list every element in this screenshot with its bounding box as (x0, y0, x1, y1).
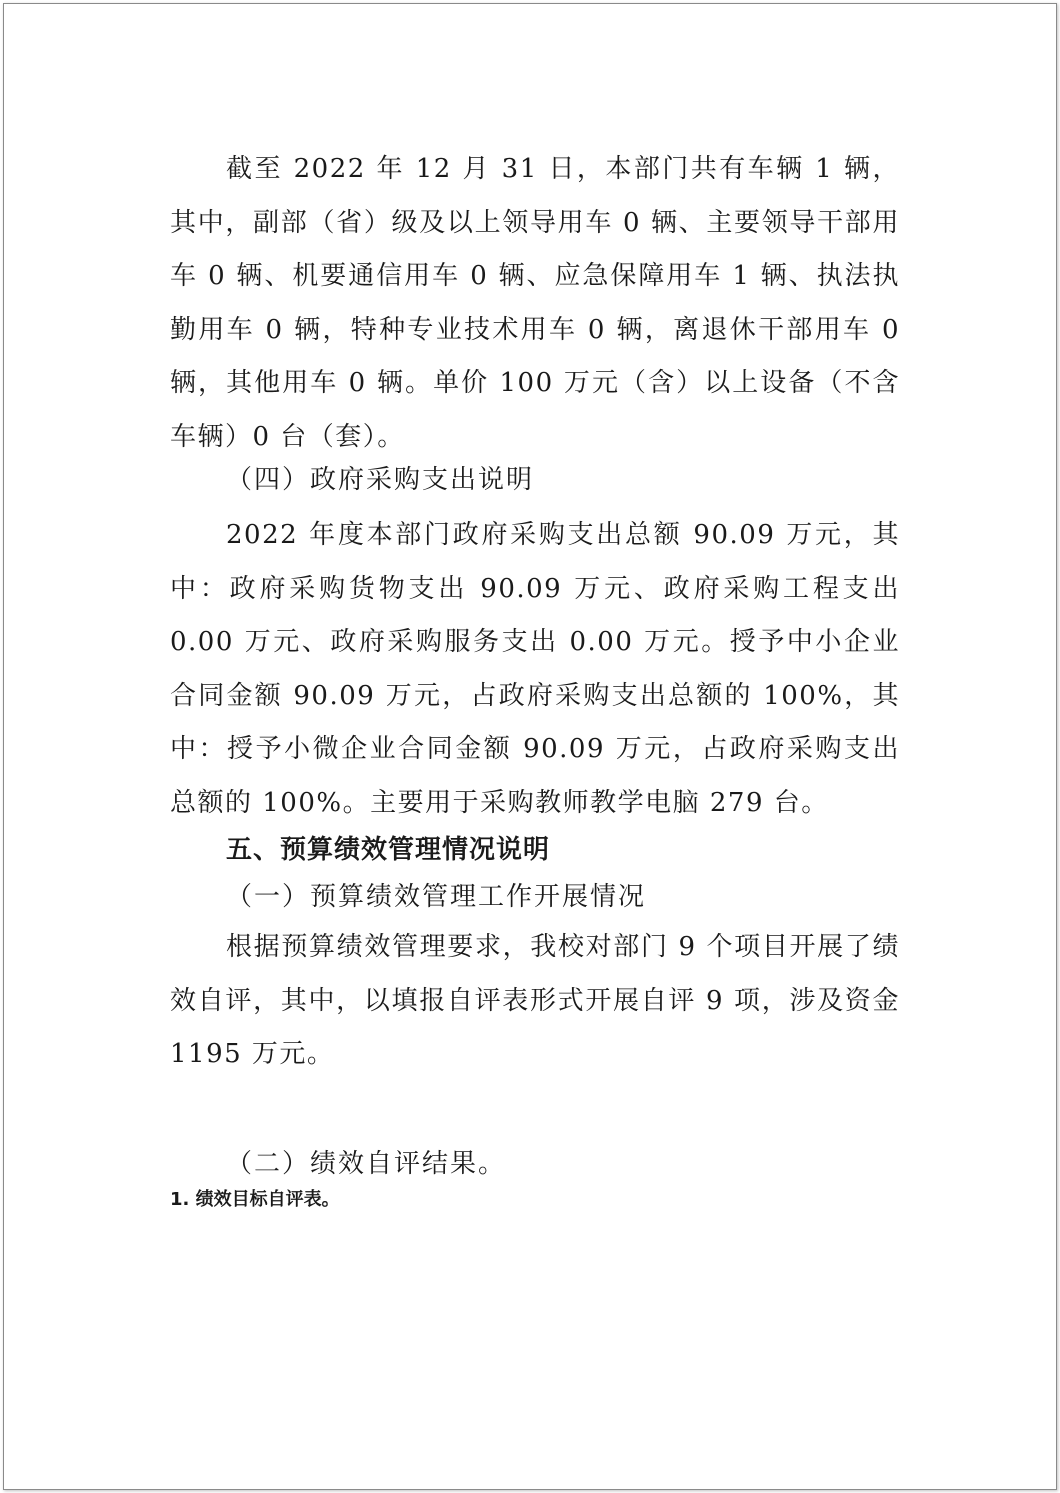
paragraph-vehicles: 截至 2022 年 12 月 31 日，本部门共有车辆 1 辆，其中，副部（省）级及以上领导用车 0 辆、主要领导干部用车 0 辆、机要通信用车 0 辆、应急保障用车 1 辆、执法执勤用车 0 辆，特种专业技术用车 0 辆，离退休干部用车 0 辆，其他用车 0 辆。单价 100 万元（含）以上设备（不含车辆）0 台（套）。 (170, 154, 900, 452)
section-five-title: 五、预算绩效管理情况说明 (226, 835, 551, 865)
heading-self-eval: （二）绩效自评结果。 (226, 1149, 507, 1179)
subheading-table: 1. 绩效目标自评表。 (170, 1189, 340, 1210)
heading-procurement: （四）政府采购支出说明 (226, 465, 535, 495)
document-page (3, 3, 1057, 1490)
paragraph-perf-work: 根据预算绩效管理要求，我校对部门 9 个项目开展了绩效自评，其中，以填报自评表形式开展自评 9 项，涉及资金 1195 万元。 (170, 932, 900, 1069)
paragraph-procurement: 2022 年度本部门政府采购支出总额 90.09 万元，其中：政府采购货物支出 90.09 万元、政府采购工程支出 0.00 万元、政府采购服务支出 0.00 万元。授予中小企业合同金额 90.09 万元，占政府采购支出总额的 100%，其中：授予小微企业合同金额 90.09 万元，占政府采购支出总额的 100%。主要用于采购教师教学电脑 279 台。 (170, 520, 900, 818)
heading-perf-work: （一）预算绩效管理工作开展情况 (226, 882, 647, 912)
